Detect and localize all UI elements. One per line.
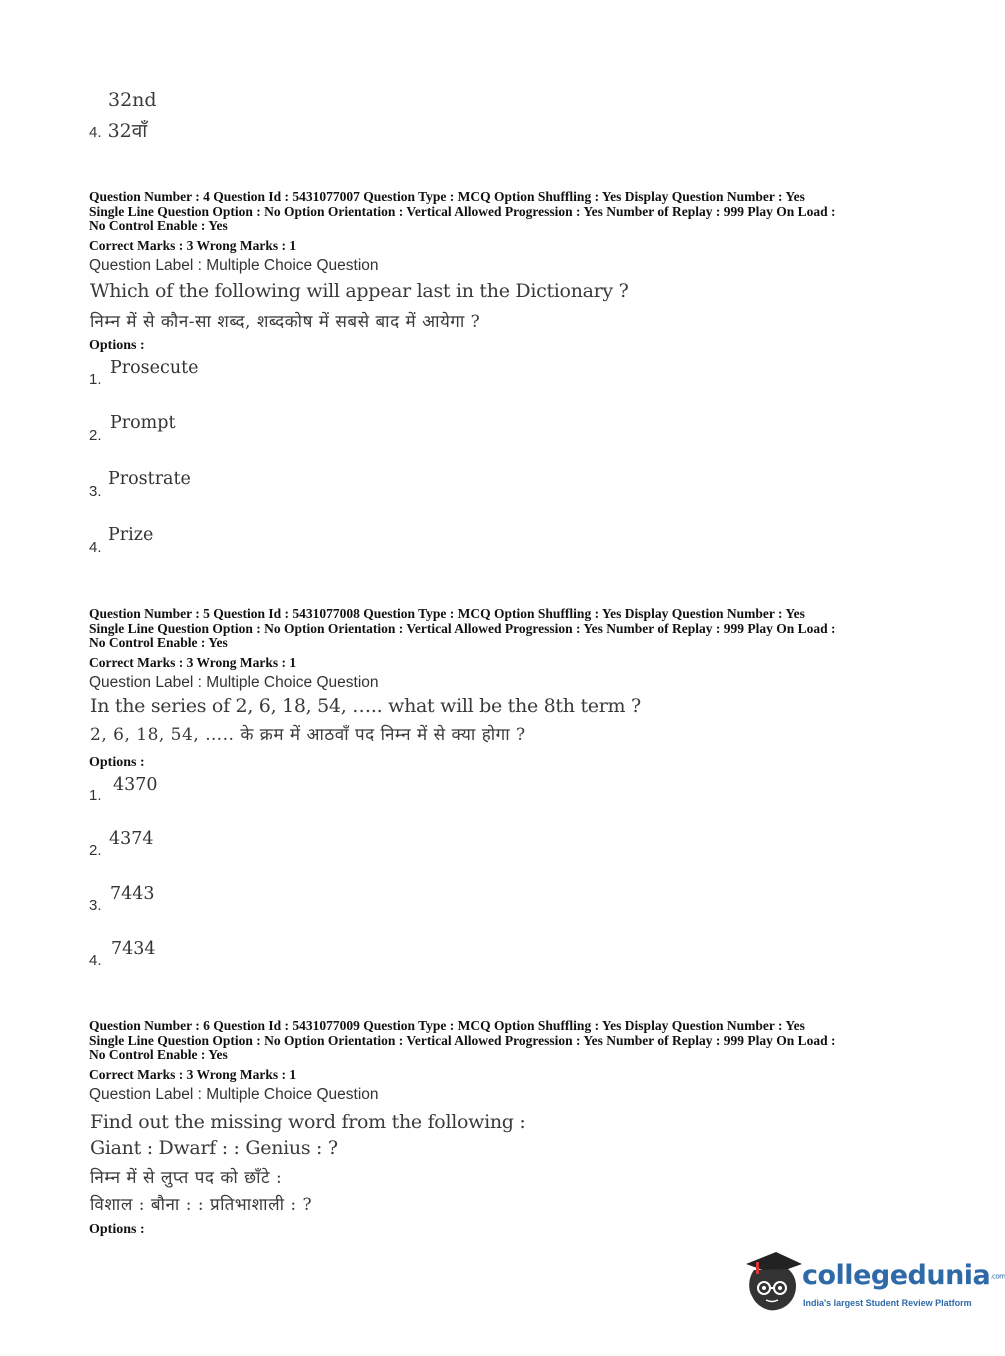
question-4-marks: Correct Marks : 3 Wrong Marks : 1 — [89, 238, 297, 253]
q4-option-4-number: 4. — [89, 539, 102, 556]
prev-option-4-text: 32वाँ — [107, 120, 148, 142]
logo-tagline: India's largest Student Review Platform — [803, 1298, 972, 1308]
question-5-text-en: In the series of 2, 6, 18, 54, ….. what will be the 8th term ? — [90, 695, 641, 717]
prev-option-4-number: 4. — [89, 124, 102, 141]
meta-line: Single Line Question Option : No Option Orientation : Vertical Allowed Progression : Yes Number of Replay : 999 Play On Load : — [89, 203, 836, 219]
question-5-meta — [89, 607, 929, 651]
q5-option-1-number: 1. — [89, 787, 102, 804]
q5-option-4-text[interactable]: 7434 — [111, 939, 156, 959]
meta-line: Question Number : 5 Question Id : 5431077008 Question Type : MCQ Option Shuffling : Yes Display Question Number : Yes — [89, 606, 805, 621]
meta-line: Question Number : 4 Question Id : 5431077007 Question Type : MCQ Option Shuffling : Yes Display Question Number : Yes — [89, 189, 805, 204]
question-5-text-hi: 2, 6, 18, 54, ….. के क्रम में आठवाँ पद निम्न में से क्या होगा ? — [90, 725, 526, 745]
logo-suffix: .com — [990, 1272, 1005, 1281]
question-6-text-hi-analogy: विशाल : बौना : : प्रतिभाशाली : ? — [90, 1195, 313, 1215]
question-5-options-label: Options : — [89, 755, 145, 770]
question-4-text-hi: निम्न में से कौन-सा शब्द, शब्दकोष में सबसे बाद में आयेगा ? — [90, 312, 481, 332]
meta-line: Single Line Question Option : No Option Orientation : Vertical Allowed Progression : Yes Number of Replay : 999 Play On Load : — [89, 1032, 836, 1048]
question-6-meta — [89, 1019, 929, 1063]
question-6-label: Question Label : Multiple Choice Question — [89, 1086, 379, 1103]
q4-option-2-number: 2. — [89, 427, 102, 444]
logo-name: collegedunia — [802, 1260, 991, 1291]
q4-option-1-number: 1. — [89, 371, 102, 388]
q5-option-4-number: 4. — [89, 952, 102, 969]
q4-option-3-number: 3. — [89, 483, 102, 500]
prev-option-3-tail: 32nd — [108, 89, 157, 111]
question-6-text-hi: निम्न में से लुप्त पद को छाँटे : — [90, 1168, 283, 1188]
q5-option-2-text[interactable]: 4374 — [109, 829, 154, 849]
meta-line: No Control Enable : Yes — [89, 218, 228, 233]
q4-option-1-text[interactable]: Prosecute — [110, 358, 199, 378]
question-4-text-en: Which of the following will appear last in the Dictionary ? — [90, 280, 629, 302]
question-6-text-en: Find out the missing word from the following : — [90, 1111, 526, 1133]
question-5-label: Question Label : Multiple Choice Question — [89, 674, 379, 691]
mascot-graduate-icon — [742, 1250, 804, 1316]
meta-line: No Control Enable : Yes — [89, 1047, 228, 1062]
prev-option-4 — [89, 117, 147, 143]
question-4-meta — [89, 190, 929, 234]
q5-option-1-text[interactable]: 4370 — [113, 775, 158, 795]
q5-option-2-number: 2. — [89, 842, 102, 859]
question-6-marks: Correct Marks : 3 Wrong Marks : 1 — [89, 1067, 297, 1082]
q5-option-3-text[interactable]: 7443 — [110, 884, 155, 904]
collegedunia-logo — [742, 1250, 1005, 1320]
question-6-text-analogy: Giant : Dwarf : : Genius : ? — [90, 1137, 338, 1159]
q4-option-4-text[interactable]: Prize — [108, 525, 154, 545]
q5-option-3-number: 3. — [89, 897, 102, 914]
question-4-options-label: Options : — [89, 338, 145, 353]
meta-line: No Control Enable : Yes — [89, 635, 228, 650]
q4-option-3-text[interactable]: Prostrate — [108, 469, 191, 489]
logo-wordmark — [802, 1260, 1005, 1291]
question-4-label: Question Label : Multiple Choice Question — [89, 257, 379, 274]
question-5-marks: Correct Marks : 3 Wrong Marks : 1 — [89, 655, 297, 670]
q4-option-2-text[interactable]: Prompt — [110, 413, 176, 433]
meta-line: Single Line Question Option : No Option Orientation : Vertical Allowed Progression : Yes Number of Replay : 999 Play On Load : — [89, 620, 836, 636]
question-6-options-label: Options : — [89, 1222, 145, 1237]
meta-line: Question Number : 6 Question Id : 5431077009 Question Type : MCQ Option Shuffling : Yes Display Question Number : Yes — [89, 1018, 805, 1033]
